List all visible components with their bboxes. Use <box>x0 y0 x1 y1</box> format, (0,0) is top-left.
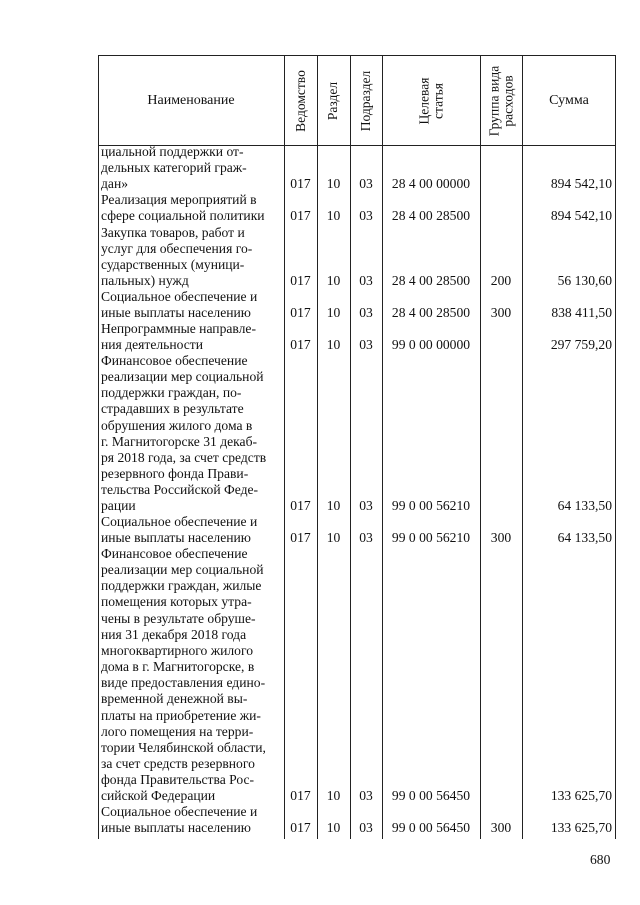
column-divider <box>522 55 523 839</box>
row-dept: 017 <box>290 305 311 320</box>
row-dept: 017 <box>290 337 311 352</box>
row-target: 28 4 00 28500 <box>391 208 471 223</box>
row-name: Социальное обеспечение и иные выплаты населению <box>101 289 258 321</box>
row-subsection: 03 <box>359 530 373 545</box>
row-target: 99 0 00 56450 <box>391 820 471 835</box>
row-sum: 838 411,50 <box>551 305 612 320</box>
row-group: 200 <box>490 273 512 288</box>
header-target <box>382 55 480 146</box>
row-sum: 133 625,70 <box>550 788 612 803</box>
row-dept: 017 <box>290 176 311 191</box>
row-section: 10 <box>326 176 341 191</box>
header-dept <box>284 55 317 146</box>
row-section: 10 <box>326 208 341 223</box>
row-section: 10 <box>326 273 341 288</box>
row-section: 10 <box>326 337 341 352</box>
row-sum: 64 133,50 <box>557 498 612 513</box>
header-subsection-label: Подраздел <box>358 70 374 131</box>
row-target: 99 0 00 56210 <box>391 530 471 545</box>
table-left-border <box>98 55 99 839</box>
column-divider <box>382 55 383 839</box>
row-sum: 297 759,20 <box>550 337 612 352</box>
row-target: 28 4 00 00000 <box>391 176 471 191</box>
row-target: 28 4 00 28500 <box>391 273 471 288</box>
row-name: Реализация мероприятий в сфере социальной политики <box>101 192 265 224</box>
row-subsection: 03 <box>359 208 373 223</box>
row-target: 99 0 00 56210 <box>391 498 471 513</box>
row-name: Финансовое обеспечение реализации мер социальной поддержки граждан, по- страдавших в результате обрушения жилого дома в г. Магнитогорске 31 декаб- ря 2018 года, за счет средств резервного фонда Прави- тельства Российской Феде- рации <box>101 353 267 514</box>
row-dept: 017 <box>290 208 311 223</box>
row-name: Закупка товаров, работ и услуг для обеспечения го- сударственных (муници- пальных) нужд <box>101 225 253 289</box>
row-sum: 133 625,70 <box>550 820 612 835</box>
header-subsection <box>350 55 382 146</box>
page-number: 680 <box>590 852 611 867</box>
header-group-label: Группа вида расходов <box>486 65 515 136</box>
row-group: 300 <box>490 305 512 320</box>
row-subsection: 03 <box>359 176 373 191</box>
row-dept: 017 <box>290 530 311 545</box>
header-section <box>317 55 350 146</box>
row-dept: 017 <box>290 820 311 835</box>
row-group: 300 <box>490 820 512 835</box>
row-section: 10 <box>326 788 341 803</box>
header-section-label: Раздел <box>325 81 341 120</box>
row-subsection: 03 <box>359 498 373 513</box>
column-divider <box>284 55 285 839</box>
column-divider <box>480 55 481 839</box>
row-dept: 017 <box>290 788 311 803</box>
row-name: Финансовое обеспечение реализации мер социальной поддержки граждан, жилые помещения которых утра- чены в результате обруше- ния 31 декабря 2018 года многоквартирного жилого дома в г. Магнитогорске, в виде предоставления едино- временной денежной вы- платы на приобретение жи- лого помещения на терри- тории Челябинской области, за счет средств резервного фонда Правительства Рос- сийской Федерации <box>101 546 266 804</box>
row-name: Социальное обеспечение и иные выплаты населению <box>101 804 258 836</box>
table-right-border <box>615 55 616 839</box>
column-divider <box>317 55 318 839</box>
row-section: 10 <box>326 530 341 545</box>
row-name: Непрограммные направле- ния деятельности <box>101 321 256 353</box>
row-group: 300 <box>490 530 512 545</box>
row-name: циальной поддержки от- дельных категорий граж- дан» <box>101 144 247 192</box>
row-sum: 894 542,10 <box>550 208 612 223</box>
row-subsection: 03 <box>359 305 373 320</box>
header-target-label: Целевая статья <box>416 77 445 124</box>
header-name: Наименование <box>147 92 235 108</box>
row-subsection: 03 <box>359 273 373 288</box>
row-target: 99 0 00 56450 <box>391 788 471 803</box>
row-sum: 894 542,10 <box>550 176 612 191</box>
header-dept-label: Ведомство <box>292 69 308 132</box>
row-section: 10 <box>326 820 341 835</box>
row-target: 28 4 00 28500 <box>391 305 471 320</box>
row-subsection: 03 <box>359 788 373 803</box>
budget-table <box>98 55 616 839</box>
row-name: Социальное обеспечение и иные выплаты населению <box>101 514 258 546</box>
row-subsection: 03 <box>359 820 373 835</box>
header-group <box>480 55 522 146</box>
row-dept: 017 <box>290 498 311 513</box>
column-divider <box>350 55 351 839</box>
row-section: 10 <box>326 305 341 320</box>
row-sum: 64 133,50 <box>557 530 612 545</box>
row-sum: 56 130,60 <box>557 273 612 288</box>
row-dept: 017 <box>290 273 311 288</box>
row-subsection: 03 <box>359 337 373 352</box>
row-target: 99 0 00 00000 <box>391 337 471 352</box>
row-section: 10 <box>326 498 341 513</box>
header-sum: Сумма <box>549 92 589 108</box>
